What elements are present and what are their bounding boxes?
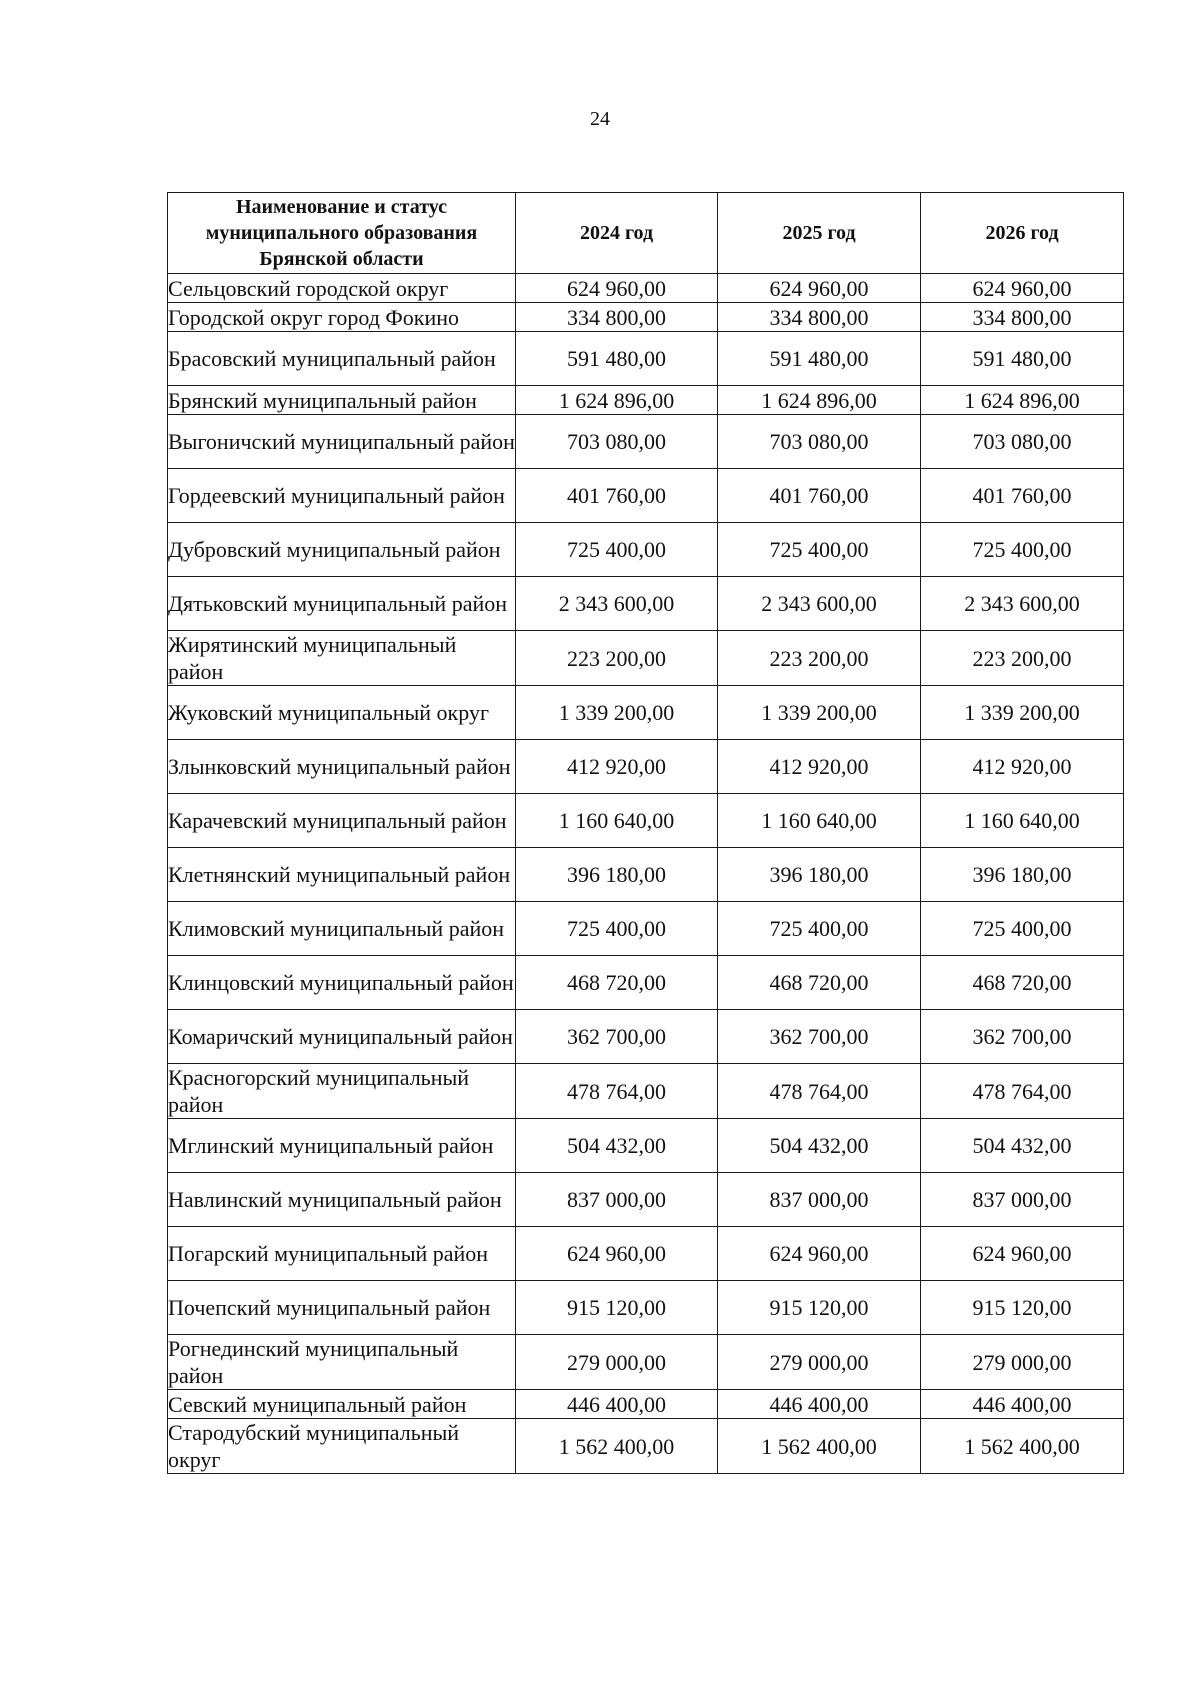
amount-2025: 1 624 896,00 [718,386,921,415]
amount-2024: 624 960,00 [516,274,718,303]
amount-2024: 1 339 200,00 [516,686,718,740]
amount-2025: 837 000,00 [718,1173,921,1227]
amount-2026: 362 700,00 [921,1010,1124,1064]
amount-2026: 915 120,00 [921,1281,1124,1335]
amount-2024: 2 343 600,00 [516,577,718,631]
table-row [168,1227,1124,1281]
amount-2026: 725 400,00 [921,902,1124,956]
amount-2024: 478 764,00 [516,1064,718,1119]
amount-2026: 1 339 200,00 [921,686,1124,740]
amount-2026: 478 764,00 [921,1064,1124,1119]
amount-2024: 1 562 400,00 [516,1419,718,1474]
amount-2026: 703 080,00 [921,415,1124,469]
amount-2024: 504 432,00 [516,1119,718,1173]
amount-2026: 401 760,00 [921,469,1124,523]
amount-2024: 334 800,00 [516,303,718,332]
amount-2026: 1 160 640,00 [921,794,1124,848]
amount-2026: 396 180,00 [921,848,1124,902]
amount-2025: 362 700,00 [718,1010,921,1064]
amount-2026: 279 000,00 [921,1335,1124,1390]
municipality-name: Севский муниципальный район [168,1390,516,1419]
table-row [168,740,1124,794]
amount-2024: 1 160 640,00 [516,794,718,848]
amount-2025: 703 080,00 [718,415,921,469]
table-row [168,1010,1124,1064]
municipality-name: Мглинский муниципальный район [168,1119,516,1173]
municipality-name: Выгоничский муниципальный район [168,415,516,469]
amount-2025: 446 400,00 [718,1390,921,1419]
table-row [168,577,1124,631]
amount-2025: 478 764,00 [718,1064,921,1119]
table-row [168,332,1124,386]
table-row [168,1390,1124,1419]
amount-2026: 2 343 600,00 [921,577,1124,631]
amount-2024: 396 180,00 [516,848,718,902]
amount-2025: 412 920,00 [718,740,921,794]
municipality-name: Жуковский муниципальный округ [168,686,516,740]
municipality-name: Клетнянский муниципальный район [168,848,516,902]
municipality-name: Городской округ город Фокино [168,303,516,332]
table-header-row [168,193,1124,274]
amount-2025: 725 400,00 [718,902,921,956]
amount-2024: 468 720,00 [516,956,718,1010]
amount-2025: 2 343 600,00 [718,577,921,631]
table-row [168,1281,1124,1335]
amount-2024: 915 120,00 [516,1281,718,1335]
table-row [168,1335,1124,1390]
amount-2025: 725 400,00 [718,523,921,577]
amount-2026: 446 400,00 [921,1390,1124,1419]
header-municipality: Наименование и статус муниципального образования Брянской области [168,193,516,274]
amount-2025: 468 720,00 [718,956,921,1010]
table-row [168,956,1124,1010]
amount-2025: 1 160 640,00 [718,794,921,848]
amount-2025: 624 960,00 [718,1227,921,1281]
municipality-name: Злынковский муниципальный район [168,740,516,794]
header-year-2024: 2024 год [516,193,718,274]
amount-2026: 504 432,00 [921,1119,1124,1173]
table-row [168,794,1124,848]
amount-2026: 624 960,00 [921,1227,1124,1281]
municipality-name: Навлинский муниципальный район [168,1173,516,1227]
municipality-name: Клинцовский муниципальный район [168,956,516,1010]
header-year-2025: 2025 год [718,193,921,274]
municipality-name: Дубровский муниципальный район [168,523,516,577]
table-row [168,469,1124,523]
table-row [168,523,1124,577]
amount-2025: 223 200,00 [718,631,921,686]
amount-2024: 446 400,00 [516,1390,718,1419]
amount-2024: 401 760,00 [516,469,718,523]
amount-2026: 591 480,00 [921,332,1124,386]
amount-2024: 412 920,00 [516,740,718,794]
amount-2026: 223 200,00 [921,631,1124,686]
table-row [168,303,1124,332]
amount-2025: 915 120,00 [718,1281,921,1335]
table-row [168,1119,1124,1173]
municipality-name: Дятьковский муниципальный район [168,577,516,631]
table-row [168,386,1124,415]
table-row [168,415,1124,469]
municipality-name: Карачевский муниципальный район [168,794,516,848]
amount-2026: 837 000,00 [921,1173,1124,1227]
amount-2026: 468 720,00 [921,956,1124,1010]
amount-2025: 1 339 200,00 [718,686,921,740]
header-year-2026: 2026 год [921,193,1124,274]
allocation-table [167,192,1124,1474]
amount-2024: 725 400,00 [516,523,718,577]
municipality-name: Красногорский муниципальный район [168,1064,516,1119]
amount-2025: 504 432,00 [718,1119,921,1173]
amount-2024: 1 624 896,00 [516,386,718,415]
municipality-name: Стародубский муниципальный округ [168,1419,516,1474]
amount-2025: 401 760,00 [718,469,921,523]
amount-2024: 362 700,00 [516,1010,718,1064]
municipality-name: Комаричский муниципальный район [168,1010,516,1064]
table-row [168,1173,1124,1227]
amount-2026: 1 562 400,00 [921,1419,1124,1474]
municipality-name: Сельцовский городской округ [168,274,516,303]
table-row [168,902,1124,956]
municipality-name: Почепский муниципальный район [168,1281,516,1335]
page-number: 24 [590,108,610,130]
table-row [168,631,1124,686]
municipality-name: Гордеевский муниципальный район [168,469,516,523]
amount-2026: 412 920,00 [921,740,1124,794]
amount-2025: 624 960,00 [718,274,921,303]
amount-2024: 591 480,00 [516,332,718,386]
table-row [168,848,1124,902]
amount-2025: 591 480,00 [718,332,921,386]
amount-2024: 837 000,00 [516,1173,718,1227]
municipality-name: Брянский муниципальный район [168,386,516,415]
amount-2026: 725 400,00 [921,523,1124,577]
amount-2025: 396 180,00 [718,848,921,902]
municipality-name: Жирятинский муниципальный район [168,631,516,686]
amount-2024: 725 400,00 [516,902,718,956]
municipality-name: Погарский муниципальный район [168,1227,516,1281]
table-row [168,274,1124,303]
municipality-name: Рогнединский муниципальный район [168,1335,516,1390]
municipality-name: Брасовский муниципальный район [168,332,516,386]
amount-2024: 279 000,00 [516,1335,718,1390]
amount-2025: 334 800,00 [718,303,921,332]
amount-2024: 624 960,00 [516,1227,718,1281]
amount-2026: 1 624 896,00 [921,386,1124,415]
table-row [168,1064,1124,1119]
amount-2024: 703 080,00 [516,415,718,469]
table-row [168,1419,1124,1474]
municipality-name: Климовский муниципальный район [168,902,516,956]
amount-2024: 223 200,00 [516,631,718,686]
amount-2026: 334 800,00 [921,303,1124,332]
table-row [168,686,1124,740]
amount-2026: 624 960,00 [921,274,1124,303]
amount-2025: 279 000,00 [718,1335,921,1390]
amount-2025: 1 562 400,00 [718,1419,921,1474]
